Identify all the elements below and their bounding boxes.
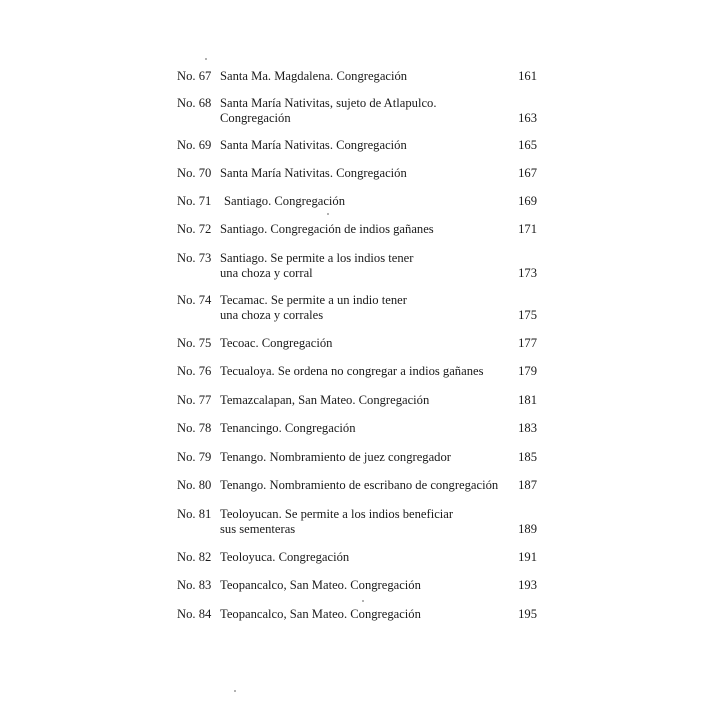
entry-number: No. 78 [177,421,212,435]
entry-number: No. 80 [177,478,212,492]
entry-page: 191 [518,550,537,564]
entry-number: No. 77 [177,393,212,407]
entry-title: Santiago. Congregación [224,194,346,208]
scan-speck [205,58,207,60]
entry-page: 179 [518,364,537,378]
entry-title: Tenancingo. Congregación [220,421,356,435]
entry-page: 183 [518,421,537,435]
entry-number: No. 74 [177,293,212,307]
scan-speck [327,213,329,215]
scan-speck [234,690,236,692]
entry-number: No. 67 [177,69,212,83]
entry-title: Santa Ma. Magdalena. Congregación [220,69,408,83]
entry-number: No. 69 [177,138,212,152]
entry-number: No. 73 [177,251,212,265]
entry-title: Tenango. Nombramiento de escribano de congregación [220,478,499,492]
entry-page: 169 [518,194,537,208]
entry-title: Santiago. Se permite a los indios tener una choza y corral [220,251,414,280]
entry-page: 181 [518,393,537,407]
entry-title: Tecamac. Se permite a un indio tener una choza y corrales [220,293,407,322]
entry-number: No. 68 [177,96,212,110]
entry-title: Temazcalapan, San Mateo. Congregación [220,393,430,407]
entry-number: No. 76 [177,364,212,378]
entry-page: 177 [518,336,537,350]
entry-page: 193 [518,578,537,592]
entry-title: Santa María Nativitas. Congregación [220,166,407,180]
entry-number: No. 83 [177,578,212,592]
entry-page: 173 [518,266,537,280]
entry-number: No. 70 [177,166,212,180]
entry-page: 161 [518,69,537,83]
entry-title: Santa María Nativitas. Congregación [220,138,407,152]
entry-title: Tecualoya. Se ordena no congregar a indios gañanes [220,364,484,378]
entry-title: Tenango. Nombramiento de juez congregador [220,450,451,464]
entry-page: 187 [518,478,537,492]
entry-number: No. 79 [177,450,212,464]
entry-number: No. 82 [177,550,212,564]
entry-title: Teoloyucan. Se permite a los indios beneficiar sus sementeras [220,507,454,536]
entry-number: No. 81 [177,507,212,521]
entry-page: 195 [518,607,537,621]
entry-number: No. 72 [177,222,212,236]
entry-page: 171 [518,222,537,236]
entry-title: Santa María Nativitas, sujeto de Atlapulco. Congregación [220,96,437,125]
entry-title: Teoloyuca. Congregación [220,550,350,564]
entry-title: Teopancalco, San Mateo. Congregación [220,607,421,621]
entry-page: 175 [518,308,537,322]
entry-page: 163 [518,111,537,125]
entry-title: Santiago. Congregación de indios gañanes [220,222,434,236]
entry-title: Teopancalco, San Mateo. Congregación [220,578,421,592]
entry-page: 189 [518,522,537,536]
entry-number: No. 75 [177,336,212,350]
entry-number: No. 71 [177,194,212,208]
entry-title: Tecoac. Congregación [220,336,333,350]
entry-number: No. 84 [177,607,212,621]
entry-page: 167 [518,166,537,180]
scan-speck [362,600,364,602]
entry-page: 185 [518,450,537,464]
entry-page: 165 [518,138,537,152]
